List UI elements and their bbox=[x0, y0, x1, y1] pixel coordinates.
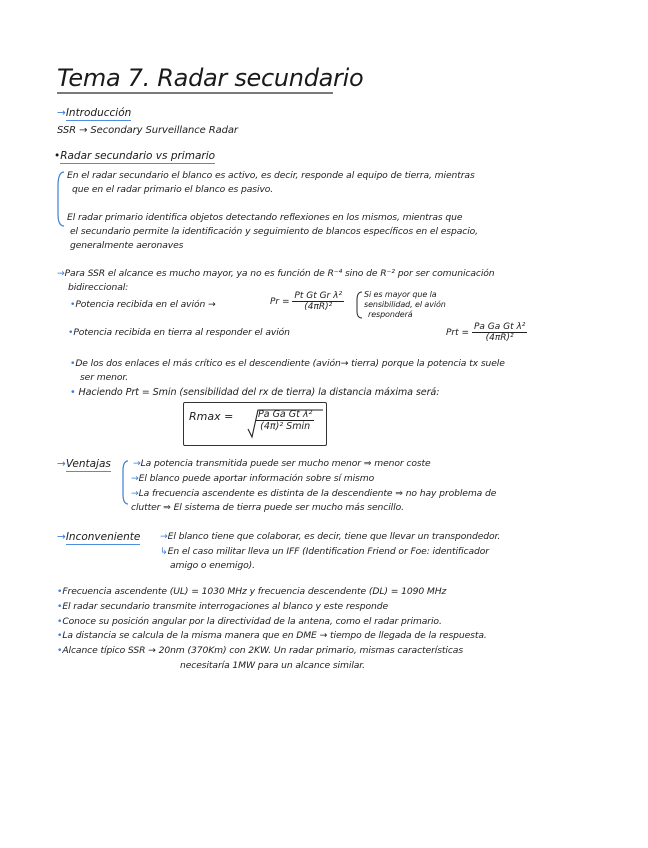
inconveniente-line1: →El blanco tiene que colaborar, es decir, tiene que llevar un transpondedor. bbox=[160, 531, 501, 542]
fact-angular-position: •Conoce su posición angular por la directividad de la antena, como el radar primario. bbox=[57, 616, 442, 627]
ssr-bullet-2: •Potencia recibida en tierra al responder el avión bbox=[68, 327, 290, 338]
rmax-label: Rmax = bbox=[189, 410, 234, 423]
intro-heading: →Introducción bbox=[57, 107, 132, 119]
page-title: Tema 7. Radar secundario bbox=[57, 64, 364, 92]
ventajas-heading: →Ventajas bbox=[57, 458, 111, 470]
ssr-line2: bidireccional: bbox=[68, 282, 129, 293]
ventajas-line3b: clutter ⇒ El sistema de tierra puede ser mucho más sencillo. bbox=[131, 502, 404, 513]
fact-interrogations: •El radar secundario transmite interrogaciones al blanco y este responde bbox=[57, 601, 388, 612]
fact-range-line2: necesitaría 1MW para un alcance similar. bbox=[180, 660, 365, 671]
vs-p2-line3: generalmente aeronaves bbox=[70, 240, 184, 251]
rmax-fraction: $\frac{\text{Pa Ga Gt λ²}}{\text{(4π)² Smin}}$ bbox=[258, 409, 313, 432]
pr-formula: Pr = $\frac{\text{Pt Gt Gr λ²}}{\text{(4πR)²}}$ bbox=[270, 291, 343, 312]
vs-p1-line1: En el radar secundario el blanco es activo, es decir, responde al equipo de tierra, mientras bbox=[67, 170, 475, 181]
pr-note-line3: responderá bbox=[368, 310, 413, 319]
ventajas-line3a: →La frecuencia ascendente es distinta de la descendiente ⇒ no hay problema de bbox=[131, 488, 497, 499]
fact-range-line1: •Alcance típico SSR → 20nm (370Km) con 2KW. Un radar primario, mismas características bbox=[57, 645, 464, 656]
prt-formula: Prt = $\frac{\text{Pa Ga Gt λ²}}{\text{(4πR)²}}$ bbox=[446, 322, 526, 343]
note-bracket bbox=[357, 292, 362, 318]
ventajas-line2: →El blanco puede aportar información sobre sí mismo bbox=[131, 473, 375, 484]
fact-distance: •La distancia se calcula de la misma manera que en DME → tiempo de llegada de la respuesta. bbox=[57, 630, 487, 641]
pr-note-line1: Si es mayor que la bbox=[364, 290, 437, 299]
vs-p2-line1: El radar primario identifica objetos detectando reflexiones en los mismos, mientras que bbox=[67, 212, 463, 223]
ventajas-line1: →La potencia transmitida puede ser mucho menor ⇒ menor coste bbox=[133, 458, 431, 469]
vs-p2-line2: el secundario permite la identificación y seguimiento de blancos específicos en el espacio, bbox=[70, 226, 478, 237]
fact-frequencies: •Frecuencia ascendente (UL) = 1030 MHz y frecuencia descendente (DL) = 1090 MHz bbox=[57, 586, 447, 597]
vs-bracket bbox=[58, 172, 64, 226]
ventajas-bracket bbox=[123, 461, 128, 504]
vs-p1-line2: que en el radar primario el blanco es pasivo. bbox=[72, 184, 274, 195]
inconveniente-line2b: amigo o enemigo). bbox=[170, 560, 255, 571]
pr-note-line2: sensibilidad, el avión bbox=[364, 300, 446, 309]
vs-heading: •Radar secundario vs primario bbox=[54, 150, 216, 162]
ssr-bullet-4: • Haciendo Prt = Smin (sensibilidad del rx de tierra) la distancia máxima será: bbox=[70, 387, 440, 398]
ssr-line1: →Para SSR el alcance es mucho mayor, ya no es función de R⁻⁴ sino de R⁻² por ser comunicación bbox=[57, 268, 495, 279]
ssr-bullet-3-line1: •De los dos enlaces el más crítico es el descendiente (avión→ tierra) porque la potencia tx suele bbox=[70, 358, 505, 369]
inconveniente-heading: →Inconveniente bbox=[57, 531, 141, 543]
ssr-bullet-1: •Potencia recibida en el avión → bbox=[70, 299, 216, 310]
inconveniente-line2a: ↳En el caso militar lleva un IFF (Identification Friend or Foe: identificador bbox=[160, 546, 489, 557]
ssr-bullet-3-line2: ser menor. bbox=[80, 372, 129, 383]
intro-ssr-line: SSR → Secondary Surveillance Radar bbox=[57, 125, 238, 136]
